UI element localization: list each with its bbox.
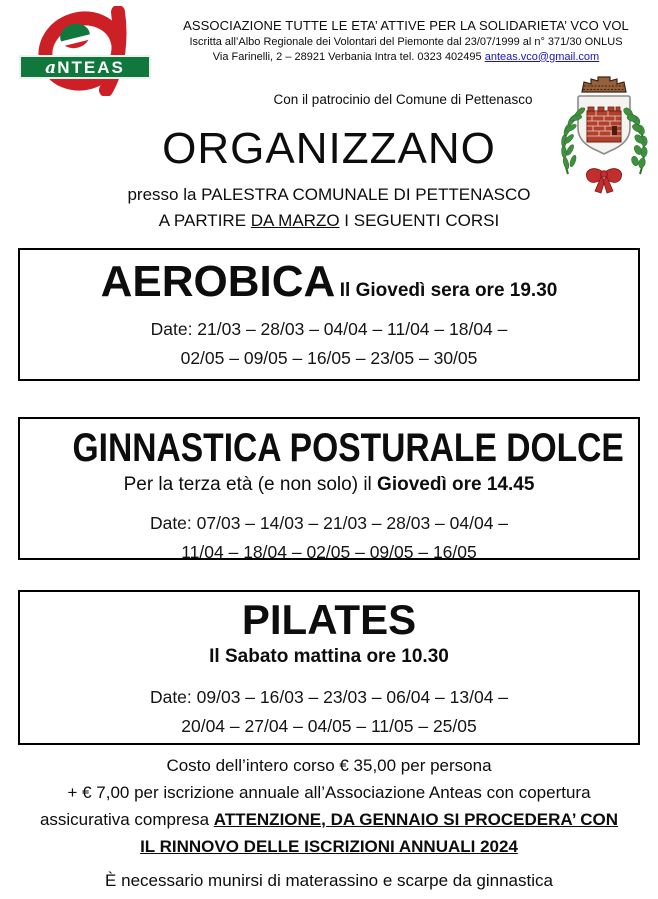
intro-line-1: presso la PALESTRA COMUNALE DI PETTENASCO <box>127 185 531 204</box>
anteas-logo <box>18 6 158 96</box>
cost-line-3-prefix: assicurativa compresa <box>39 810 214 829</box>
course-schedule <box>20 642 638 672</box>
cost-line-2: + € 7,00 per iscrizione annuale all’Associazione Anteas con copertura <box>67 783 591 802</box>
equipment-note: È necessario munirsi di materassino e scarpe da ginnastica <box>105 871 553 890</box>
warning-line-2: IL RINNOVO DELLE ISCRIZIONI ANNUALI 2024 <box>140 837 518 856</box>
association-registration: Iscritta all’Albo Regionale dei Volontari del Piemonte dal 23/07/1999 al n° 371/30 ONLUS <box>189 36 623 49</box>
course-name: PILATES <box>241 596 417 643</box>
dates-line-1: Date: 07/03 – 14/03 – 21/03 – 28/03 – 04/04 – <box>149 513 509 533</box>
intro-line-2 <box>0 208 658 234</box>
course-box-pilates <box>18 590 640 745</box>
intro-line-2-prefix: A PARTIRE <box>158 211 251 230</box>
schedule-prefix: Per la terza età (e non solo) il <box>123 474 378 495</box>
dates-line-1: Date: 21/03 – 28/03 – 04/04 – 11/04 – 18/04 – <box>150 319 508 340</box>
footer-info <box>0 752 658 894</box>
schedule-bold: Giovedì ore 14.45 <box>377 474 535 495</box>
logo-wordmark: aNTEAS <box>45 58 125 78</box>
association-address-text: Via Farinelli, 2 – 28921 Verbania Intra tel. 0323 402495 <box>212 50 485 63</box>
intro-line-2-underlined: DA MARZO <box>250 211 340 230</box>
course-name: AEROBICA <box>100 257 336 306</box>
crest-crown <box>582 77 626 92</box>
dates-line-2: 02/05 – 09/05 – 16/05 – 23/05 – 30/05 <box>180 347 478 368</box>
course-schedule <box>20 470 638 500</box>
dates-line-2: 11/04 – 18/04 – 02/05 – 09/05 – 16/05 <box>181 541 477 562</box>
course-schedule: Il Giovedì sera ore 19.30 <box>339 280 558 301</box>
anteas-logo-icon <box>18 6 158 96</box>
association-header <box>158 17 654 64</box>
dates-line-1: Date: 09/03 – 16/03 – 23/03 – 06/04 – 13/04 – <box>149 687 509 708</box>
course-dates <box>20 683 638 740</box>
intro-line-2-suffix: I SEGUENTI CORSI <box>339 211 500 230</box>
dates-line-2: 20/04 – 27/04 – 04/05 – 11/05 – 25/05 <box>181 715 477 736</box>
association-address <box>158 50 654 65</box>
course-title-line <box>20 426 638 470</box>
course-box-aerobica <box>18 248 640 381</box>
course-box-posturale <box>18 417 640 560</box>
course-name: GINNASTICA POSTURALE DOLCE <box>72 426 624 470</box>
patronage-line: Con il patrocinio del Comune di Pettenasco <box>273 92 533 107</box>
intro-text <box>0 182 658 234</box>
course-title-line <box>20 259 638 305</box>
email-link[interactable]: anteas.vco@gmail.com <box>484 50 600 63</box>
page-title: ORGANIZZANO <box>162 124 496 173</box>
schedule-bold: Il Sabato mattina ore 10.30 <box>209 646 449 668</box>
course-dates <box>20 509 638 566</box>
course-title-line <box>20 598 638 642</box>
cost-line-3 <box>0 806 658 833</box>
cost-line-1: Costo dell’intero corso € 35,00 per persona <box>166 756 492 775</box>
course-dates <box>20 315 638 372</box>
logo-red-a <box>37 9 127 93</box>
warning-line-1: ATTENZIONE, DA GENNAIO SI PROCEDERA’ CON <box>213 810 619 829</box>
association-name: ASSOCIAZIONE TUTTE LE ETA’ ATTIVE PER LA SOLIDARIETA’ VCO VOL <box>183 18 629 33</box>
